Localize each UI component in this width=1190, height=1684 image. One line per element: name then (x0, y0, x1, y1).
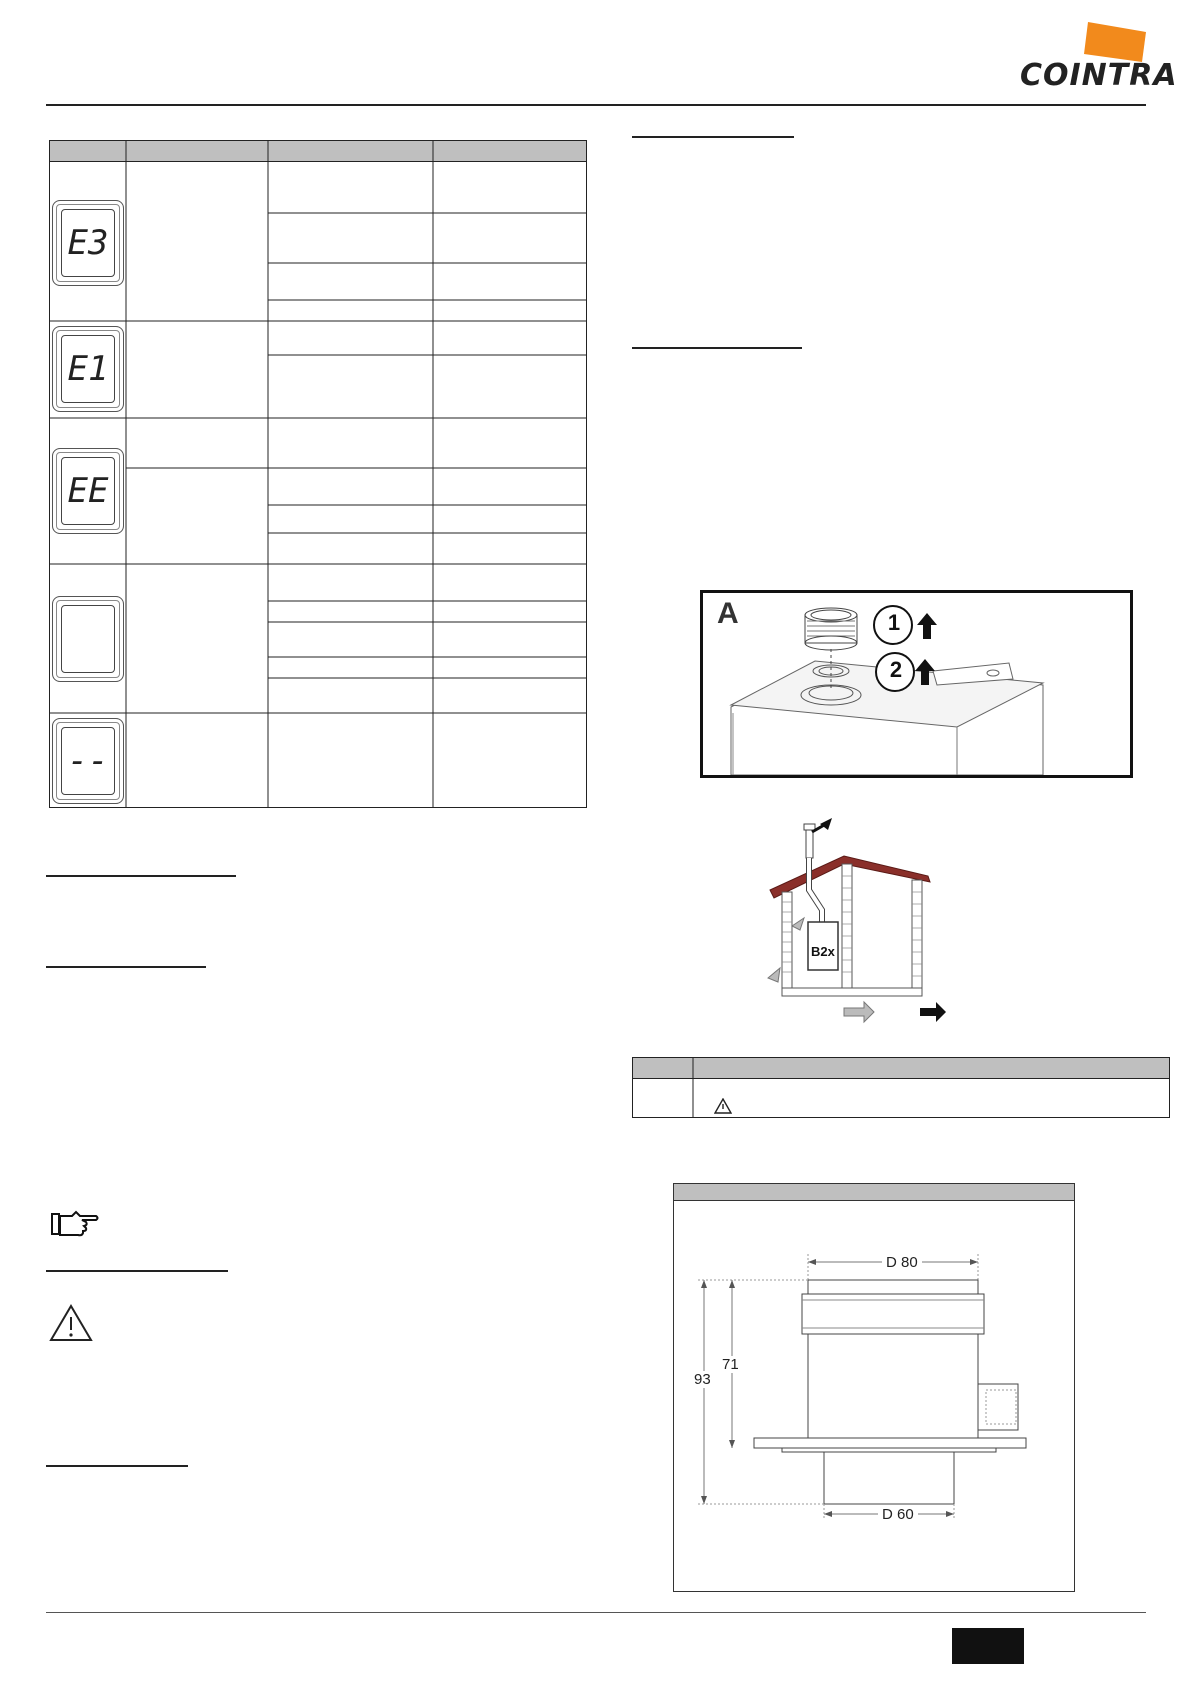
logo-wordmark: COINTRA (1020, 58, 1178, 93)
page-number-box (952, 1628, 1024, 1664)
boiler-top-illustration (703, 593, 1130, 775)
dimension-d60: D 60 (878, 1506, 918, 1523)
flue-adapter-drawing (674, 1184, 1074, 1591)
section-heading-rule (46, 966, 206, 968)
footer-rule (46, 1612, 1146, 1613)
section-heading-rule (46, 875, 236, 877)
display-code: -- (61, 727, 115, 795)
header-rule (46, 104, 1146, 106)
section-heading-rule (46, 1465, 188, 1467)
section-heading-rule (632, 136, 794, 138)
figure-a-label: A (717, 597, 739, 630)
display-code: EE (61, 457, 115, 525)
step-2-label: 2 (889, 657, 903, 682)
note-table (632, 1057, 1172, 1119)
dimension-71: 71 (722, 1356, 739, 1373)
display-code: E1 (61, 335, 115, 403)
figure-a (700, 590, 1133, 778)
display-ee (52, 448, 124, 534)
dimension-93: 93 (694, 1371, 711, 1388)
section-heading-rule (46, 1270, 228, 1272)
display-blank (52, 596, 124, 682)
dimension-figure (673, 1183, 1075, 1592)
step-1-label: 1 (887, 610, 901, 635)
warning-icon (48, 1303, 94, 1343)
section-heading-rule (632, 347, 802, 349)
display-e1 (52, 326, 124, 412)
warning-icon (714, 1098, 732, 1114)
display-dashes (52, 718, 124, 804)
error-code-table (49, 140, 589, 810)
display-code (61, 605, 115, 673)
display-e3 (52, 200, 124, 286)
house-installation-figure (760, 818, 1020, 1028)
hand-pointer-icon (50, 1208, 100, 1240)
dimension-d80: D 80 (882, 1254, 922, 1271)
display-code: E3 (61, 209, 115, 277)
boiler-label: B2x (811, 944, 835, 959)
